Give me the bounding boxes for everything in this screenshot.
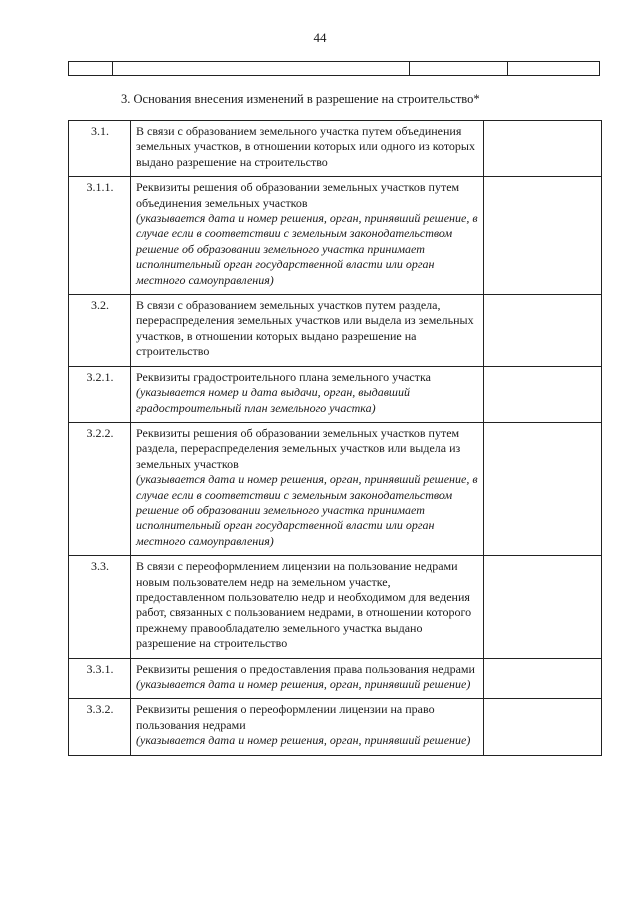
row-note: (указывается дата и номер решения, орган, принявший решение, в случае если в соответствии с земельным законодательством решение об образовании земельного участка принимает исполнительный орган государственной власти или орган местного самоуправления) (136, 211, 478, 287)
strip-cell (113, 62, 410, 75)
table-row (69, 658, 602, 699)
row-note: (указывается дата и номер решения, орган, принявший решение) (136, 733, 471, 748)
row-value-cell[interactable] (484, 177, 602, 295)
table-row (69, 366, 602, 422)
table-row (69, 699, 602, 755)
strip-cell (508, 62, 599, 75)
section-heading: 3. Основания внесения изменений в разрешение на строительство* (121, 92, 480, 106)
table-row (69, 556, 602, 658)
row-text: В связи с образованием земельных участков путем раздела, перераспределения земельных участков или выдела из земельных участков, в отношении которых выдано разрешение на строительство (136, 298, 474, 359)
table-row (69, 422, 602, 555)
row-description (131, 699, 484, 755)
row-value-cell[interactable] (484, 121, 602, 177)
row-text: Реквизиты решения о предоставления права пользования недрами (136, 661, 475, 676)
row-description (131, 556, 484, 658)
row-number: 3.2.1. (69, 366, 131, 422)
row-text: Реквизиты градостроительного плана земельного участка (136, 369, 431, 384)
row-text: Реквизиты решения об образовании земельных участков путем объединения земельных участков (136, 180, 460, 210)
row-description (131, 366, 484, 422)
row-number: 3.3. (69, 556, 131, 658)
row-description (131, 422, 484, 555)
row-number: 3.1. (69, 121, 131, 177)
row-description (131, 177, 484, 295)
row-value-cell[interactable] (484, 658, 602, 699)
row-text: Реквизиты решения об образовании земельных участков путем раздела, перераспределения земельных участков или выдела из земельных участков (136, 425, 461, 471)
row-number: 3.2.2. (69, 422, 131, 555)
row-description (131, 121, 484, 177)
row-note: (указывается номер и дата выдачи, орган, выдавший градостроительный план земельного участка) (136, 385, 410, 415)
continuation-table-strip (68, 61, 600, 76)
row-number: 3.3.1. (69, 658, 131, 699)
row-note: (указывается дата и номер решения, орган, принявший решение, в случае если в соответствии с земельным законодательством решение об образовании земельного участка принимает исполнительный орган государственной власти или орган местного самоуправления) (136, 472, 478, 548)
row-number: 3.3.2. (69, 699, 131, 755)
row-description (131, 658, 484, 699)
row-value-cell[interactable] (484, 366, 602, 422)
row-number: 3.1.1. (69, 177, 131, 295)
row-value-cell[interactable] (484, 556, 602, 658)
row-value-cell[interactable] (484, 422, 602, 555)
row-number: 3.2. (69, 295, 131, 367)
row-note: (указывается дата и номер решения, орган, принявший решение) (136, 677, 471, 691)
grounds-table (68, 120, 602, 756)
page-number: 44 (313, 30, 327, 45)
strip-cell (69, 62, 113, 75)
row-text: Реквизиты решения о переоформлении лицензии на право пользования недрами (136, 702, 435, 732)
table-row (69, 177, 602, 295)
row-value-cell[interactable] (484, 295, 602, 367)
row-value-cell[interactable] (484, 699, 602, 755)
row-text: В связи с образованием земельного участка путем объединения земельных участков, в отношении которых или одного из которых выдано разрешение на строительство (136, 124, 475, 169)
row-text: В связи с переоформлением лицензии на пользование недрами новым пользователем недр на земельном участке, предоставленном пользователю недр и необходимом для ведения работ, связанных с пользованием недрами, в отношении которого прежнему правообладателю земельного участка выдано разрешение на строительство (136, 559, 472, 651)
table-row (69, 121, 602, 177)
table-row (69, 295, 602, 367)
row-description (131, 295, 484, 367)
strip-cell (410, 62, 508, 75)
